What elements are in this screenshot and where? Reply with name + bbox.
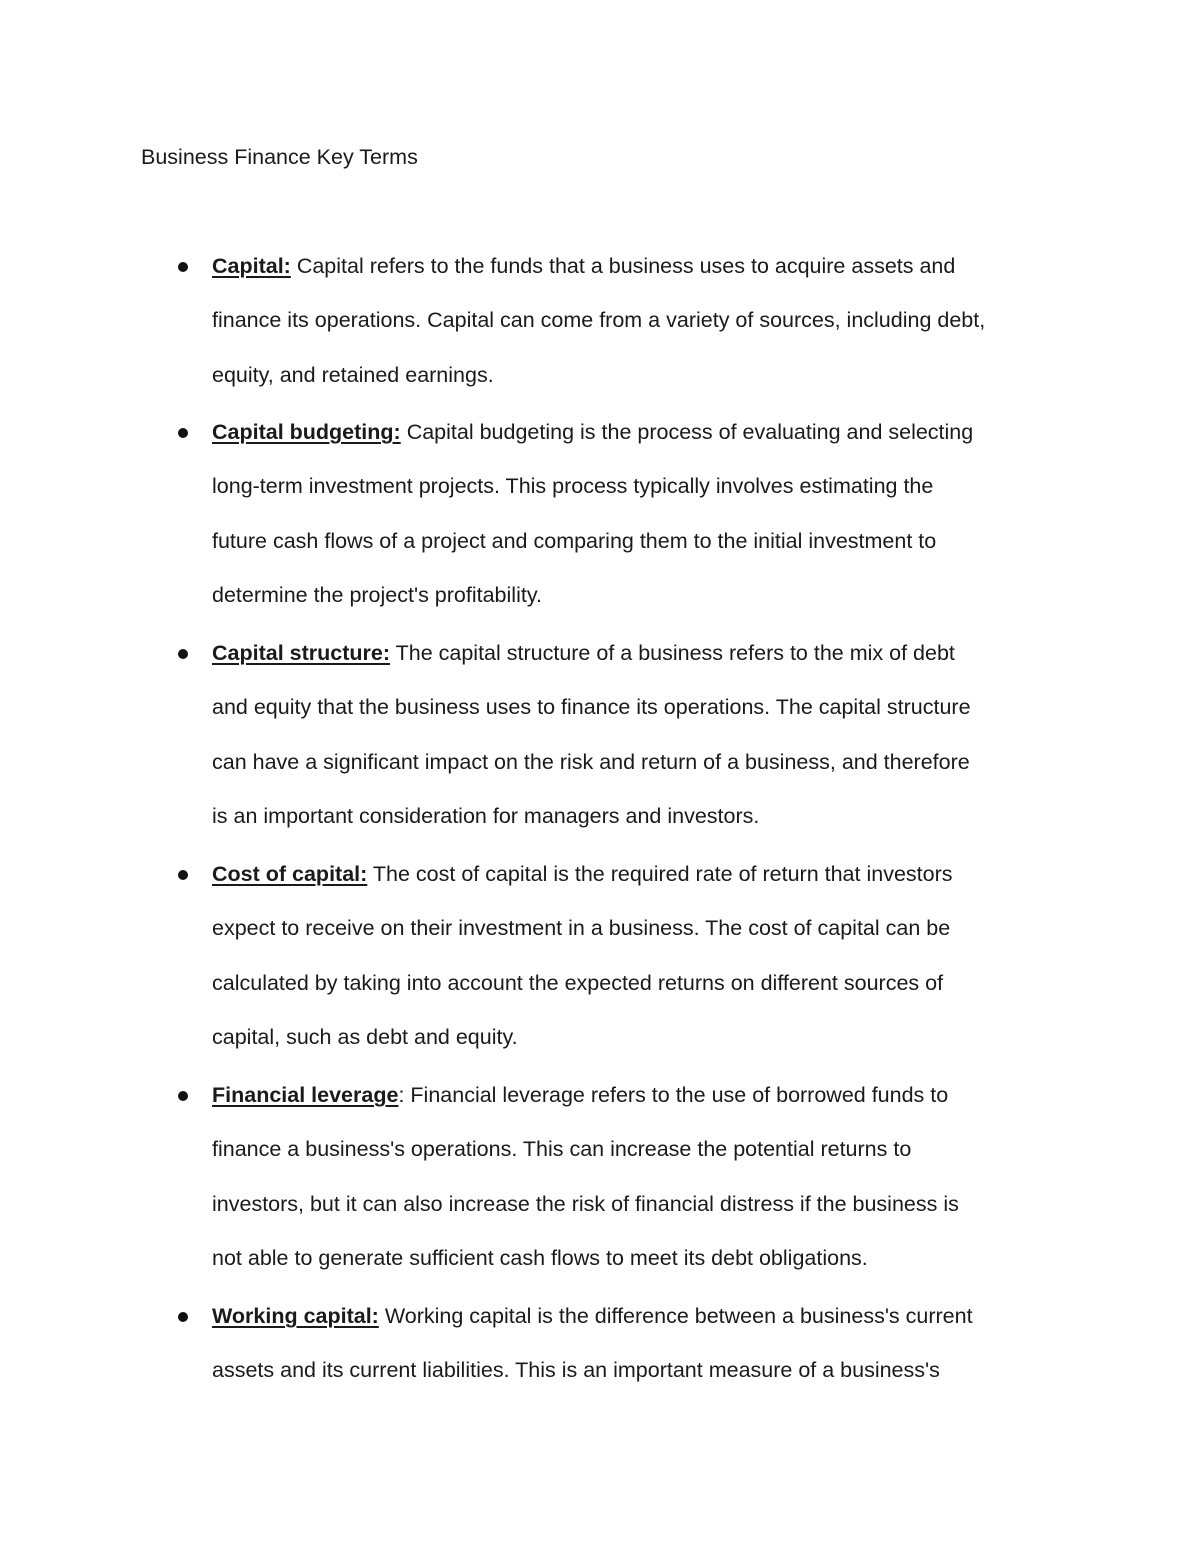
term-line: equity, and retained earnings. [212,362,494,387]
term-name: Financial leverage [212,1083,399,1107]
bullet-icon [178,262,188,272]
term-text: Capital budgeting is the process of evaluating and selecting [406,420,974,444]
term-line [212,1068,1072,1122]
term-name: Cost of capital: [212,862,368,886]
term-separator: : [398,1083,405,1107]
term-line [212,626,1072,680]
term-item-cost-of-capital [212,847,1072,1064]
term-line [212,847,1072,901]
term-line [212,405,1072,459]
term-line: finance a business's operations. This can increase the potential returns to [212,1137,912,1162]
term-line: is an important consideration for managers and investors. [212,803,760,828]
term-item-financial-leverage [212,1068,1072,1285]
term-name: Capital budgeting: [212,420,401,444]
term-line: long-term investment projects. This process typically involves estimating the [212,474,934,499]
term-item-capital [212,239,1072,402]
bullet-icon [178,649,188,659]
term-line: capital, such as debt and equity. [212,1024,518,1049]
term-item-capital-structure [212,626,1072,843]
term-line: determine the project's profitability. [212,582,542,607]
term-line: assets and its current liabilities. This is an important measure of a business's [212,1358,940,1383]
term-text: The capital structure of a business refers to the mix of debt [395,641,955,665]
term-line [212,1289,1072,1343]
term-line: finance its operations. Capital can come from a variety of sources, including debt, [212,308,986,333]
bullet-icon [178,1312,188,1322]
term-text: Financial leverage refers to the use of borrowed funds to [410,1083,949,1107]
term-line: and equity that the business uses to finance its operations. The capital structure [212,695,971,720]
term-name: Capital structure: [212,641,391,665]
document-title: Business Finance Key Terms [141,145,418,169]
term-line: expect to receive on their investment in a business. The cost of capital can be [212,916,951,941]
term-item-capital-budgeting [212,405,1072,622]
term-line: future cash flows of a project and comparing them to the initial investment to [212,528,937,553]
bullet-icon [178,428,188,438]
term-line: investors, but it can also increase the risk of financial distress if the business is [212,1191,959,1216]
term-line: not able to generate sufficient cash flows to meet its debt obligations. [212,1245,868,1270]
term-name: Capital: [212,254,291,278]
term-line [212,239,1072,293]
bullet-icon [178,1091,188,1101]
bullet-icon [178,870,188,880]
term-text: Working capital is the difference between a business's current [384,1304,973,1328]
term-item-working-capital [212,1289,1072,1398]
term-line: calculated by taking into account the expected returns on different sources of [212,970,944,995]
term-text: Capital refers to the funds that a business uses to acquire assets and [296,254,956,278]
term-name: Working capital: [212,1304,379,1328]
term-line: can have a significant impact on the risk and return of a business, and therefore [212,749,970,774]
term-text: The cost of capital is the required rate of return that investors [372,862,953,886]
